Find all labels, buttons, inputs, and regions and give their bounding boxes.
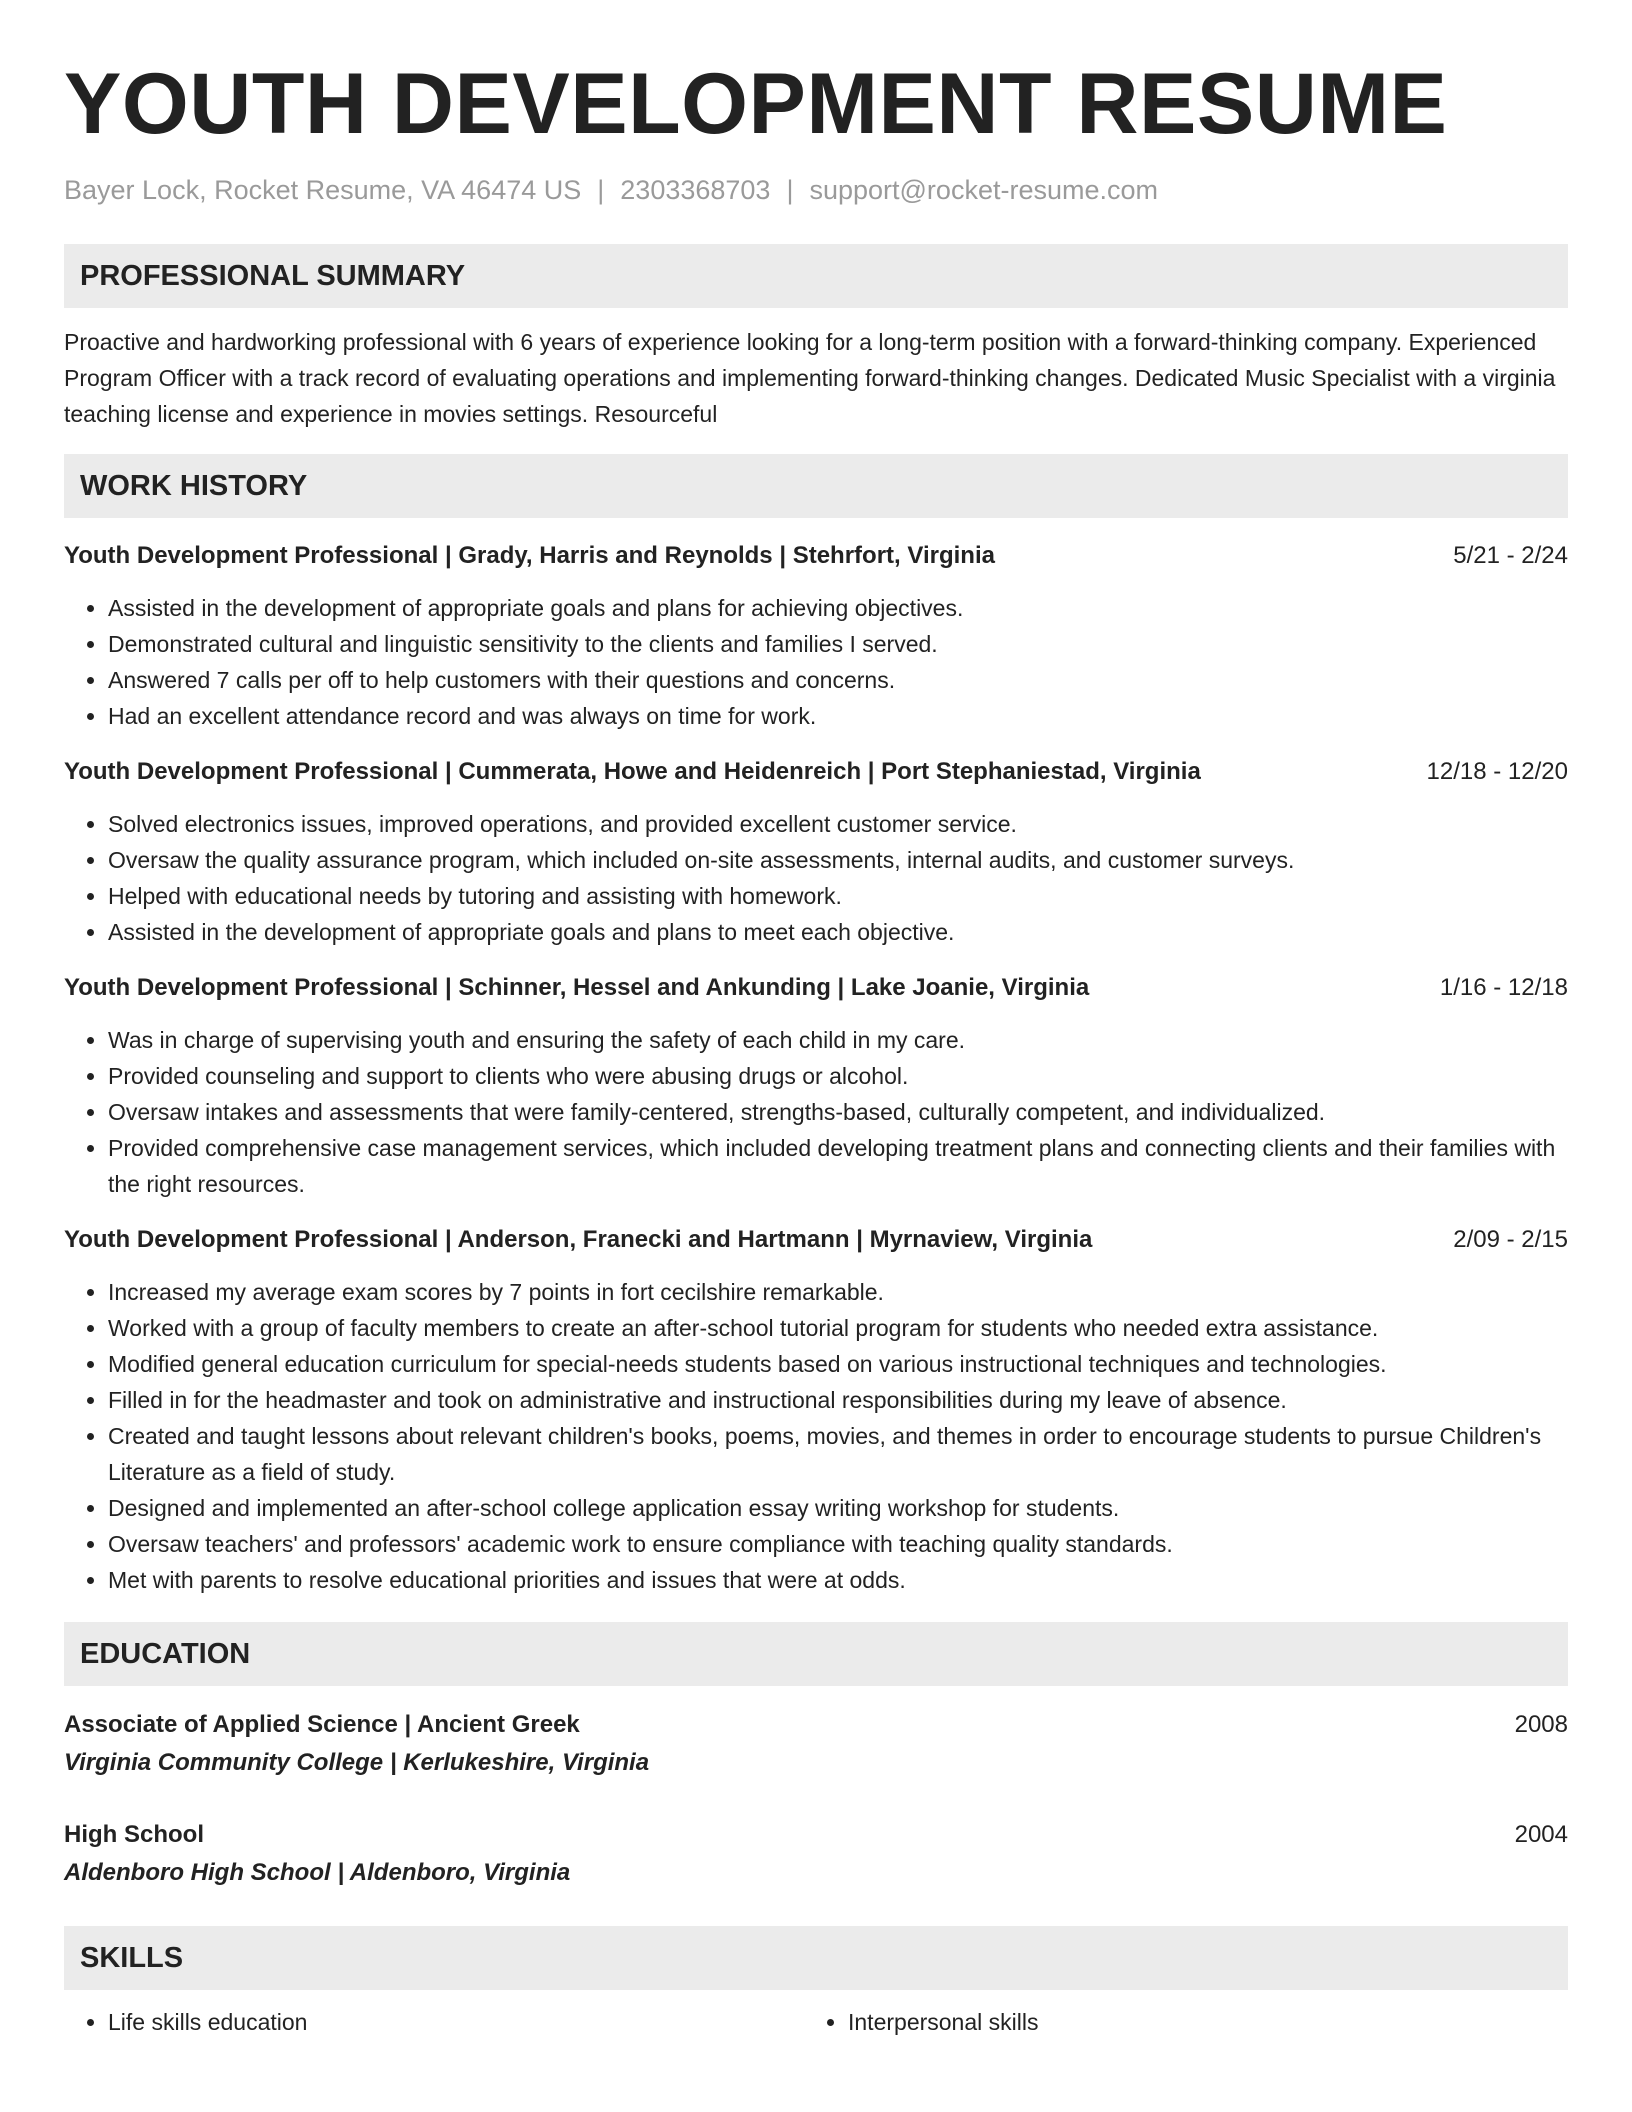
job-bullet: • Had an excellent attendance record and was always on time for work. [108, 698, 1568, 734]
resume-page [64, 0, 1568, 2040]
contact-email: support@rocket-resume.com [809, 175, 1158, 205]
job-entry [64, 1222, 1568, 1598]
job-bullet: • Assisted in the development of appropriate goals and plans for achieving objectives. [108, 590, 1568, 626]
job-bullet: • Demonstrated cultural and linguistic sensitivity to the clients and families I served. [108, 626, 1568, 662]
job-bullet: • Increased my average exam scores by 7 points in fort cecilshire remarkable. [108, 1274, 1568, 1310]
job-dates: 5/21 - 2/24 [1453, 542, 1568, 569]
skills-list [64, 2004, 1568, 2040]
education-year: 2008 [1514, 1711, 1568, 1738]
job-bullet: • Provided counseling and support to clients who were abusing drugs or alcohol. [108, 1058, 1568, 1094]
job-header [64, 538, 1568, 574]
job-bullet: • Was in charge of supervising youth and ensuring the safety of each child in my care. [108, 1022, 1568, 1058]
section-heading-skills: SKILLS [64, 1926, 1568, 1990]
skills-column-left [64, 2004, 804, 2040]
job-bullet: • Filled in for the headmaster and took on administrative and instructional responsibilities during my leave of absence. [108, 1382, 1568, 1418]
skill-item: • Life skills education [108, 2004, 804, 2040]
job-bullets [64, 1022, 1568, 1202]
contact-address: Bayer Lock, Rocket Resume, VA 46474 US [64, 175, 582, 205]
summary-text: Proactive and hardworking professional with 6 years of experience looking for a long-term position with a forward-thinking company. Experienced Program Officer with a track record of evaluating operations and implementing forward-thinking changes. Dedicated Music Specialist with a virginia teaching license and experience in movies settings. Resourceful [64, 329, 1556, 427]
job-bullets [64, 590, 1568, 734]
education-school: Virginia Community College | Kerlukeshire, Virginia [64, 1749, 650, 1776]
job-bullet: • Provided comprehensive case management services, which included developing treatment plans and connecting clients and their families with the right resources. [108, 1130, 1568, 1202]
contact-separator: | [597, 175, 605, 205]
education-entry [64, 1706, 1568, 1782]
education-school: Aldenboro High School | Aldenboro, Virginia [64, 1859, 571, 1886]
job-bullet: • Helped with educational needs by tutoring and assisting with homework. [108, 878, 1568, 914]
job-bullet: • Answered 7 calls per off to help customers with their questions and concerns. [108, 662, 1568, 698]
job-bullet: • Designed and implemented an after-school college application essay writing workshop for students. [108, 1490, 1568, 1526]
job-header [64, 1222, 1568, 1258]
education-year: 2004 [1514, 1821, 1568, 1848]
job-title: Youth Development Professional | Anderson, Franecki and Hartmann | Myrnaview, Virginia [64, 1226, 1093, 1253]
contact-phone: 2303368703 [620, 175, 771, 205]
job-entry [64, 754, 1568, 950]
job-dates: 1/16 - 12/18 [1439, 974, 1568, 1001]
job-bullet: • Worked with a group of faculty members to create an after-school tutorial program for students who needed extra assistance. [108, 1310, 1568, 1346]
section-heading-work-history: WORK HISTORY [64, 454, 1568, 518]
job-title: Youth Development Professional | Cummerata, Howe and Heidenreich | Port Stephaniestad, Virginia [64, 758, 1201, 785]
job-bullet: • Created and taught lessons about relevant children's books, poems, movies, and themes in order to encourage students to pursue Children's Literature as a field of study. [108, 1418, 1568, 1490]
job-bullet: • Modified general education curriculum for special-needs students based on various instructional techniques and technologies. [108, 1346, 1568, 1382]
job-title: Youth Development Professional | Grady, Harris and Reynolds | Stehrfort, Virginia [64, 542, 995, 569]
job-entry [64, 538, 1568, 734]
section-heading-summary: PROFESSIONAL SUMMARY [64, 244, 1568, 308]
education-header [64, 1816, 1568, 1854]
job-header [64, 970, 1568, 1006]
education-header [64, 1706, 1568, 1744]
job-bullet: • Met with parents to resolve educational priorities and issues that were at odds. [108, 1562, 1568, 1598]
resume-title: YOUTH DEVELOPMENT RESUME [64, 56, 1448, 152]
education-entry [64, 1816, 1568, 1892]
contact-separator: | [786, 175, 794, 205]
skill-item: • Interpersonal skills [848, 2004, 1544, 2040]
job-entry [64, 970, 1568, 1202]
job-bullet: • Oversaw intakes and assessments that were family-centered, strengths-based, culturally competent, and individualized. [108, 1094, 1568, 1130]
job-bullet: • Oversaw teachers' and professors' academic work to ensure compliance with teaching quality standards. [108, 1526, 1568, 1562]
job-bullet: • Solved electronics issues, improved operations, and provided excellent customer service. [108, 806, 1568, 842]
job-bullets [64, 806, 1568, 950]
contact-line [64, 174, 1568, 206]
section-heading-education: EDUCATION [64, 1622, 1568, 1686]
skills-column-right [804, 2004, 1544, 2040]
job-bullet: • Assisted in the development of appropriate goals and plans to meet each objective. [108, 914, 1568, 950]
job-dates: 2/09 - 2/15 [1453, 1226, 1568, 1253]
job-bullet: • Oversaw the quality assurance program, which included on-site assessments, internal audits, and customer surveys. [108, 842, 1568, 878]
job-dates: 12/18 - 12/20 [1426, 758, 1568, 785]
job-title: Youth Development Professional | Schinner, Hessel and Ankunding | Lake Joanie, Virginia [64, 974, 1090, 1001]
job-header [64, 754, 1568, 790]
education-degree: Associate of Applied Science | Ancient Greek [64, 1711, 580, 1738]
education-degree: High School [64, 1821, 204, 1848]
job-bullets [64, 1274, 1568, 1598]
